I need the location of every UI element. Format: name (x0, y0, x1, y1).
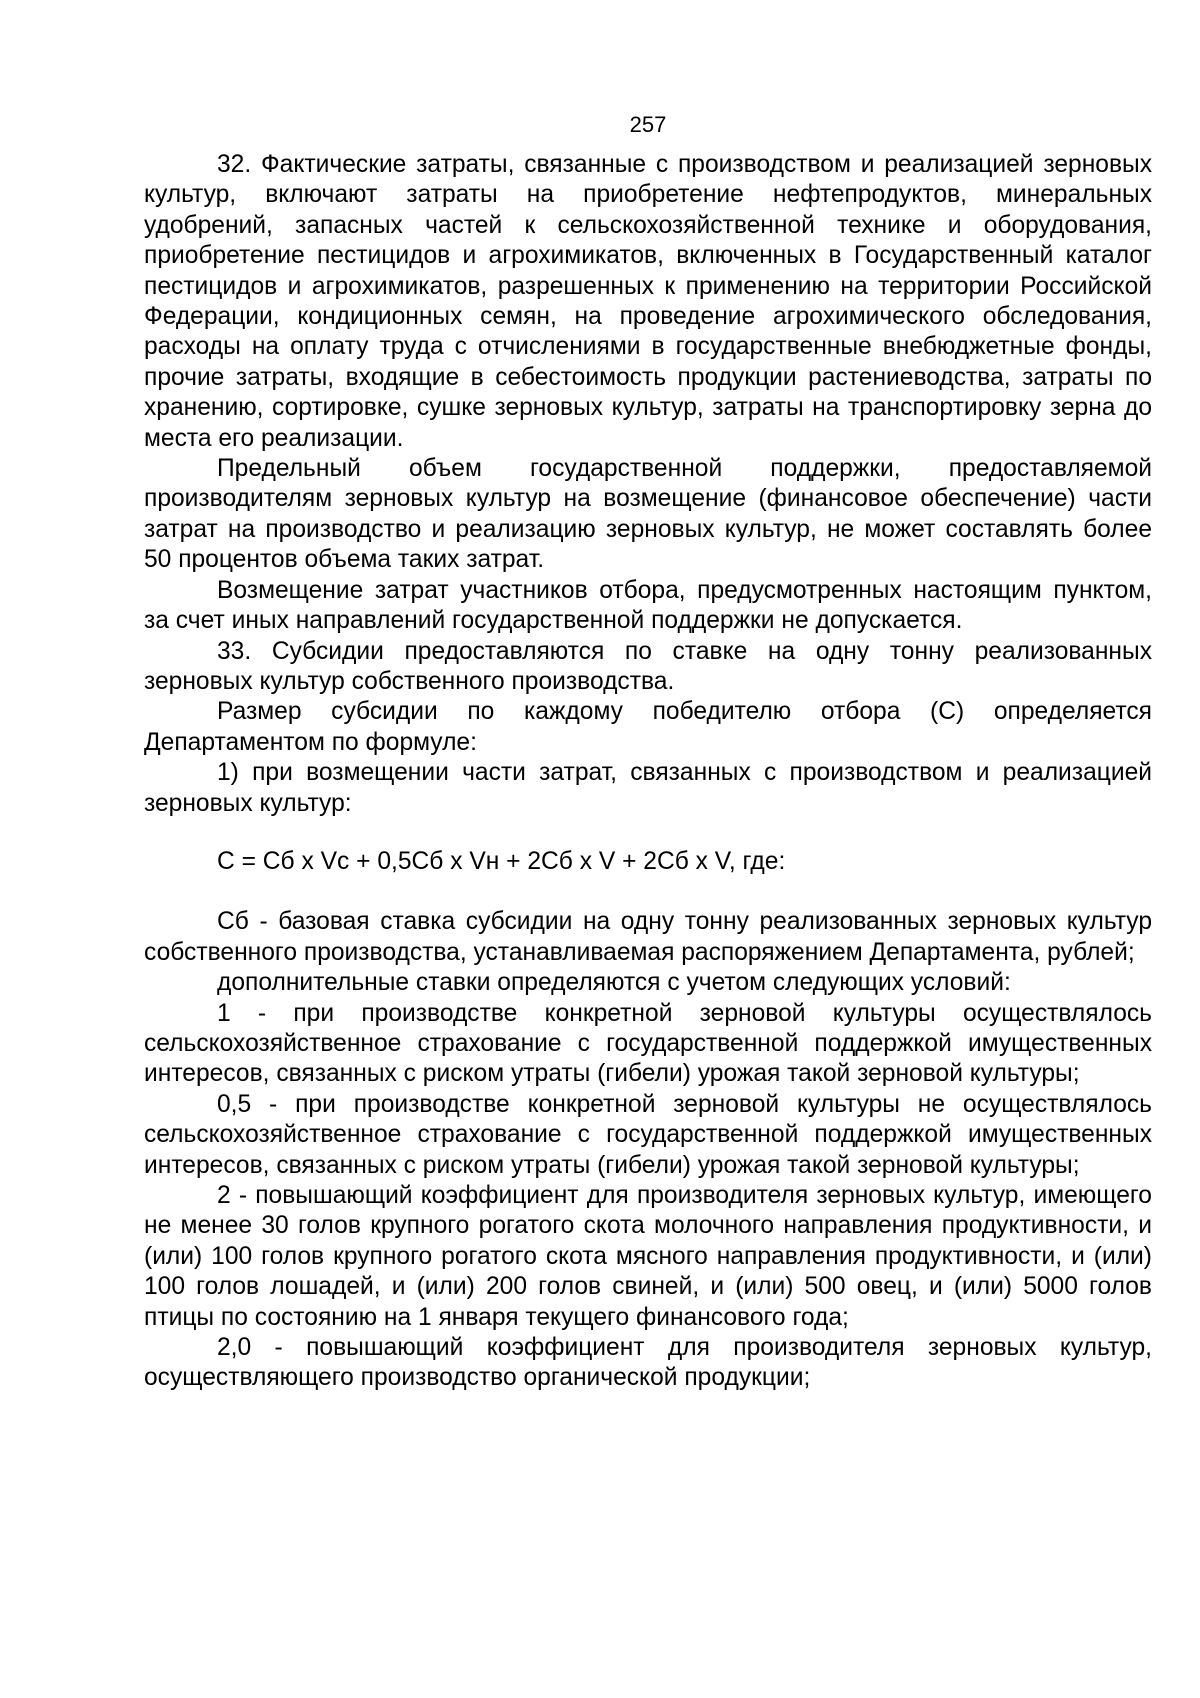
paragraph-32-costs: 32. Фактические затраты, связанные с производством и реализацией зерновых культур, включают затраты на приобретение нефтепродуктов, минеральных удобрений, запасных частей к сельскохозяйственной технике и оборудования, приобретение пестицидов и агрохимикатов, включенных в Государственный каталог пестицидов и агрохимикатов, разрешенных к применению на территории Российской Федерации, кондиционных семян, на проведение агрохимического обследования, расходы на оплату труда с отчислениями в государственные внебюджетные фонды, прочие затраты, входящие в себестоимость продукции растениеводства, затраты по хранению, сортировке, сушке зерновых культур, затраты на транспортировку зерна до места его реализации. (144, 151, 1152, 452)
paragraph-support-limit: Предельный объем государственной поддержки, предоставляемой производителям зерновых культур на возмещение (финансовое обеспечение) части затрат на производство и реализацию зерновых культур, не может составлять более 50 процентов объема таких затрат. (144, 455, 1152, 574)
paragraph-rate-2-livestock: 2 - повышающий коэффициент для производителя зерновых культур, имеющего не менее 30 голов крупного рогатого скота молочного направления продуктивности, и (или) 100 голов крупного рогатого скота мясного направления продуктивности, и (или) 100 голов лошадей, и (или) 200 голов свиней, и (или) 500 овец, и (или) 5000 голов птицы по состоянию на 1 января текущего финансового года; (144, 1182, 1152, 1331)
paragraph-no-double-compensation: Возмещение затрат участников отбора, предусмотренных настоящим пунктом, за счет иных направлений государственной поддержки не допускается. (144, 576, 1152, 635)
paragraph-rate-2-0-organic: 2,0 - повышающий коэффициент для производителя зерновых культур, осуществляющего производство органической продукции; (144, 1334, 1152, 1392)
paragraph-subsidy-size: Размер субсидии по каждому победителю отбора (С) определяется Департаментом по формуле: (144, 698, 1152, 756)
paragraph-base-rate-definition: Сб - базовая ставка субсидии на одну тонну реализованных зерновых культур собственного производства, устанавливаемая распоряжением Департамента, рублей; (144, 908, 1152, 966)
subsidy-formula: С = Сб х Vс + 0,5Сб х Vн + 2Сб х V + 2Сб х V, где: (217, 847, 786, 875)
paragraph-additional-rates: дополнительные ставки определяются с учетом следующих условий: (217, 969, 1011, 997)
paragraph-33-subsidy-rate: 33. Субсидии предоставляются по ставке на одну тонну реализованных зерновых культур собственного производства. (144, 637, 1152, 695)
paragraph-case-1: 1) при возмещении части затрат, связанных с производством и реализацией зерновых культур: (144, 759, 1152, 817)
document-body (144, 150, 1152, 1394)
paragraph-rate-0-5-no-insurance: 0,5 - при производстве конкретной зерновой культуры не осуществлялось сельскохозяйственное страхование с государственной поддержкой имущественных интересов, связанных с риском утраты (гибели) урожая такой зерновой культуры; (144, 1090, 1152, 1179)
page-number: 257 (629, 112, 667, 137)
paragraph-rate-1-insurance: 1 - при производстве конкретной зерновой культуры осуществлялось сельскохозяйственное страхование с государственной поддержкой имущественных интересов, связанных с риском утраты (гибели) урожая такой зерновой культуры; (144, 999, 1152, 1088)
